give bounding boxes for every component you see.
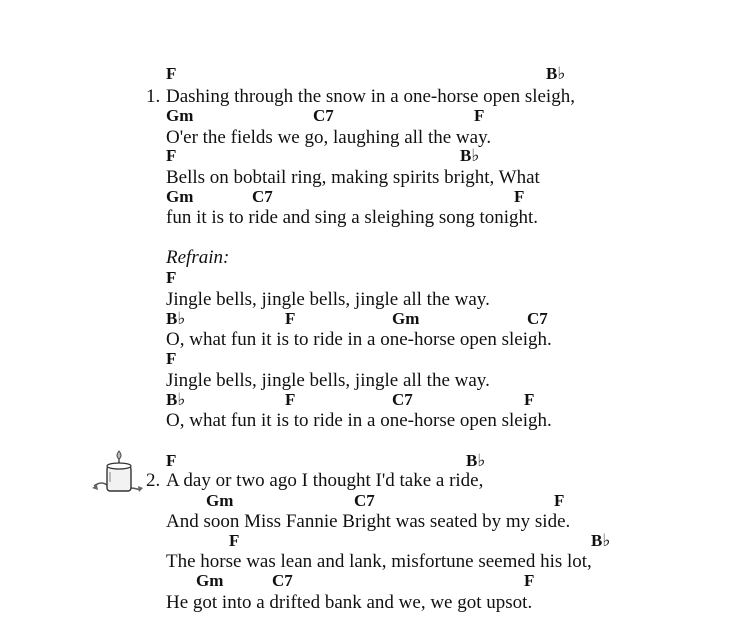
lyric-line: Bells on bobtail ring, making spirits bright, What <box>166 167 540 188</box>
chord: F <box>285 390 296 409</box>
chord: C7 <box>354 491 375 510</box>
lyric-line: O, what fun it is to ride in a one-horse open sleigh. <box>166 329 552 350</box>
verse-number: 2. <box>146 470 161 491</box>
chord: F <box>524 390 535 409</box>
chord: F <box>166 349 177 368</box>
verse-number: 1. <box>146 86 161 107</box>
chord: Gm <box>392 309 420 328</box>
chord: C7 <box>272 571 293 590</box>
chord: Gm <box>166 106 194 125</box>
chord: C7 <box>392 390 413 409</box>
chord: Gm <box>166 187 194 206</box>
chord: F <box>474 106 485 125</box>
refrain-label: Refrain: <box>166 247 230 268</box>
chord: B♭ <box>166 390 186 409</box>
lyric-line: A day or two ago I thought I'd take a ride, <box>166 470 484 491</box>
lyric-line: And soon Miss Fannie Bright was seated by my side. <box>166 511 571 532</box>
chord: F <box>166 451 177 470</box>
chord: C7 <box>313 106 334 125</box>
chord: Gm <box>206 491 234 510</box>
lyric-line: He got into a drifted bank and we, we got upsot. <box>166 592 533 613</box>
chord: B♭ <box>591 531 611 550</box>
chord: F <box>166 268 177 287</box>
chord: Gm <box>196 571 224 590</box>
chord: F <box>524 571 535 590</box>
lyric-line: Dashing through the snow in a one-horse open sleigh, <box>166 86 575 107</box>
chord: B♭ <box>166 309 186 328</box>
chord: B♭ <box>460 146 480 165</box>
chord: C7 <box>527 309 548 328</box>
lyric-line: Jingle bells, jingle bells, jingle all the way. <box>166 289 490 310</box>
lyric-line: fun it is to ride and sing a sleighing song tonight. <box>166 207 539 228</box>
candle-icon <box>90 450 146 498</box>
lyric-line: O, what fun it is to ride in a one-horse open sleigh. <box>166 410 552 431</box>
chord: F <box>514 187 525 206</box>
lyric-line: O'er the fields we go, laughing all the way. <box>166 127 492 148</box>
chord: B♭ <box>546 64 566 83</box>
lyric-line: Jingle bells, jingle bells, jingle all the way. <box>166 370 490 391</box>
chord: B♭ <box>466 451 486 470</box>
chord: F <box>166 64 177 83</box>
chord: F <box>166 146 177 165</box>
chord: F <box>229 531 240 550</box>
chord: C7 <box>252 187 273 206</box>
chord: F <box>285 309 296 328</box>
lyric-line: The horse was lean and lank, misfortune seemed his lot, <box>166 551 592 572</box>
chord: F <box>554 491 565 510</box>
